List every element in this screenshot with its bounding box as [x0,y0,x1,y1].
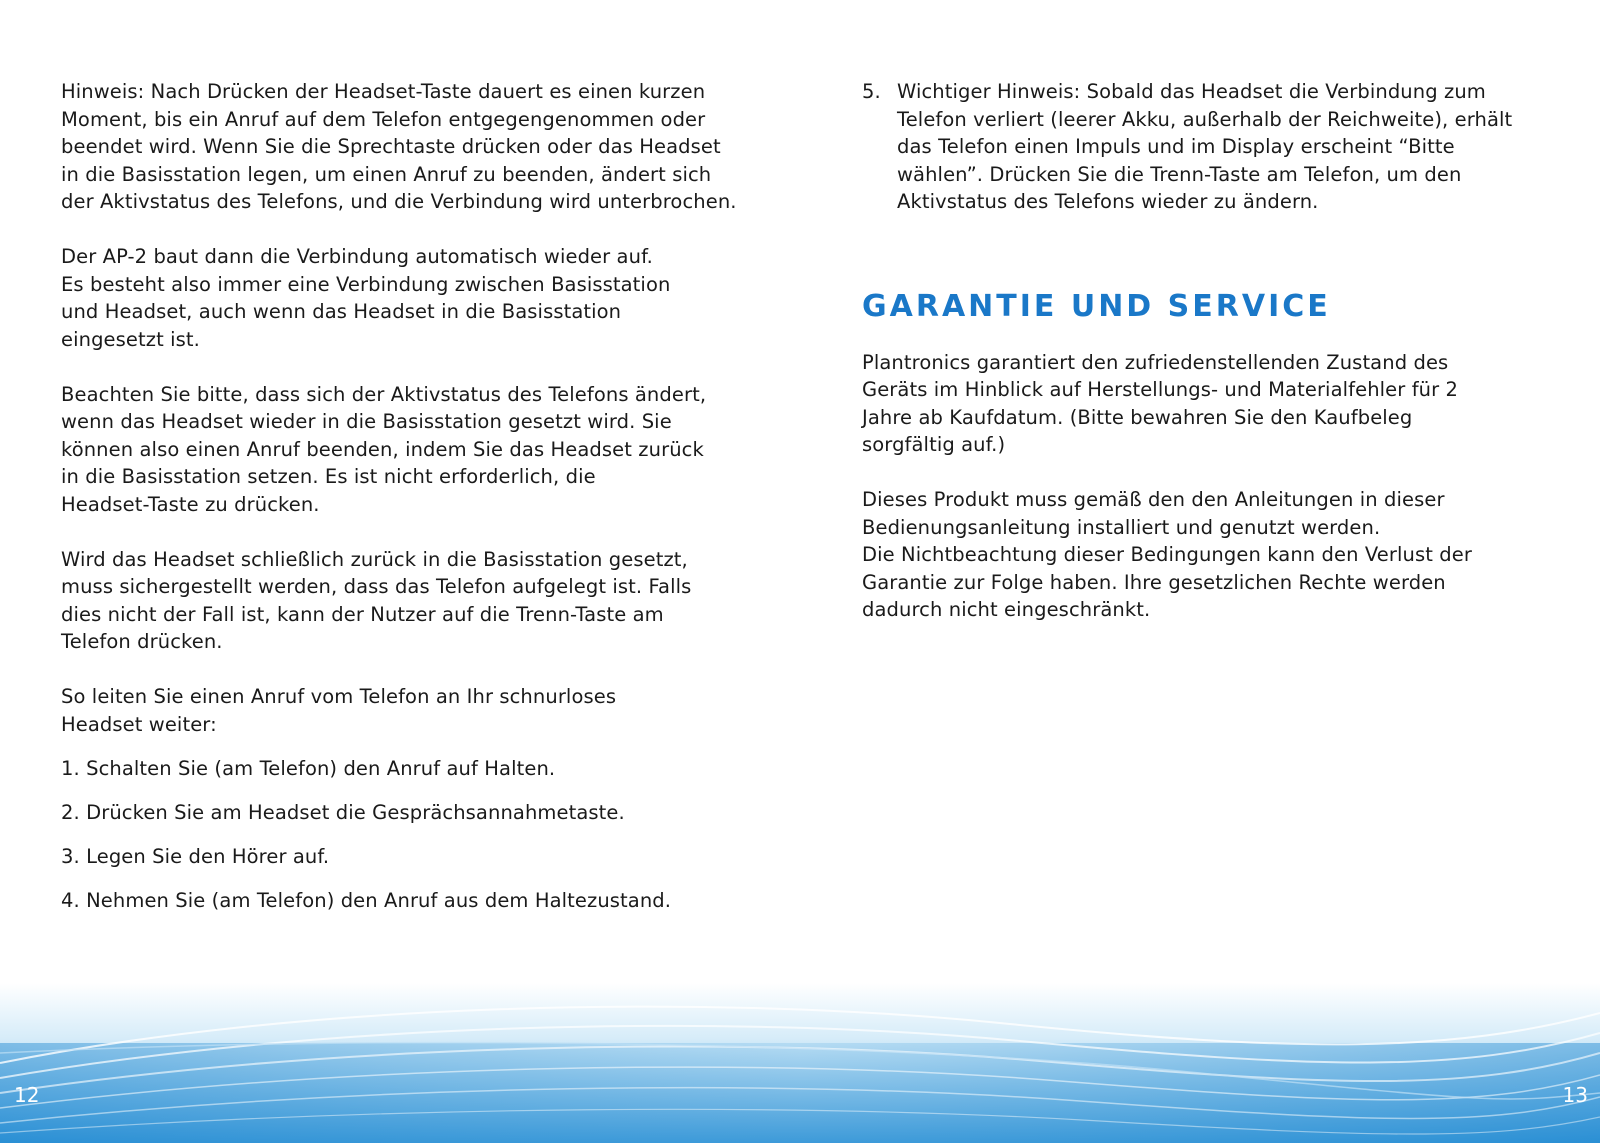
left-page-content [61,78,761,931]
step-item: 3. Legen Sie den Hörer auf. [61,844,330,868]
note-text: Wichtiger Hinweis: Sobald das Headset die Verbindung zum Telefon verliert (leerer Akku, außerhalb der Reichweite), erhält das Telefon einen Impuls und im Display erscheint “Bitte wählen”. Drücken Sie die Trenn-Taste am Telefon, um den Aktivstatus des Telefons wieder zu ändern. [897,80,1513,213]
note-number: 5. [862,80,881,103]
paragraph-ap2: Der AP-2 baut dann die Verbindung automatisch wieder auf. Es besteht also immer eine Verbindung zwischen Basisstation und Headset, auch wenn das Headset in die Basisstation eingesetzt ist. [61,245,671,351]
step-item: 1. Schalten Sie (am Telefon) den Anruf auf Halten. [61,756,556,780]
paragraph-produkt: Dieses Produkt muss gemäß den den Anleitungen in dieser Bedienungsanleitung installiert und genutzt werden. Die Nichtbeachtung dieser Bedingungen kann den Verlust der Garantie zur Folge haben. Ihre gesetzlichen Rechte werden dadurch nicht eingeschränkt. [862,488,1472,621]
section-heading: GARANTIE UND SERVICE [862,288,1331,324]
steps-list [61,755,761,915]
footer-wave [0,983,1600,1143]
paragraph-hinweis: Hinweis: Nach Drücken der Headset-Taste dauert es einen kurzen Moment, bis ein Anruf auf dem Telefon entgegengenommen oder beendet wird. Wenn Sie die Sprechtaste drücken oder das Headset in die Basisstation legen, um einen Anruf zu beenden, ändert sich der Aktivstatus des Telefons, und die Verbindung wird unterbrochen. [61,80,737,213]
step-item: 4. Nehmen Sie (am Telefon) den Anruf aus dem Haltezustand. [61,888,672,912]
page-number-left: 12 [14,1083,40,1107]
step-item: 2. Drücken Sie am Headset die Gesprächsannahmetaste. [61,800,625,824]
paragraph-basisstation: Wird das Headset schließlich zurück in die Basisstation gesetzt, muss sichergestellt werden, dass das Telefon aufgelegt ist. Falls dies nicht der Fall ist, kann der Nutzer auf die Trenn-Taste am Telefon drücken. [61,547,692,653]
page-number-right: 13 [1562,1083,1588,1107]
paragraph-anruf-weiterleiten: So leiten Sie einen Anruf vom Telefon an Ihr schnurloses Headset weiter: [61,685,617,736]
wave-graphic [0,983,1600,1143]
paragraph-garantie: Plantronics garantiert den zufriedenstellenden Zustand des Geräts im Hinblick auf Herstellungs- und Materialfehler für 2 Jahre ab Kaufdatum. (Bitte bewahren Sie den Kaufbeleg sorgfältig auf.) [862,350,1459,456]
important-note [862,78,1542,216]
paragraph-aktivstatus: Beachten Sie bitte, dass sich der Aktivstatus des Telefons ändert, wenn das Headset wieder in die Basisstation gesetzt wird. Sie können also einen Anruf beenden, indem Sie das Headset zurück in die Basisstation setzen. Es ist nicht erforderlich, die Headset-Taste zu drücken. [61,382,707,516]
right-page-content [862,78,1542,651]
